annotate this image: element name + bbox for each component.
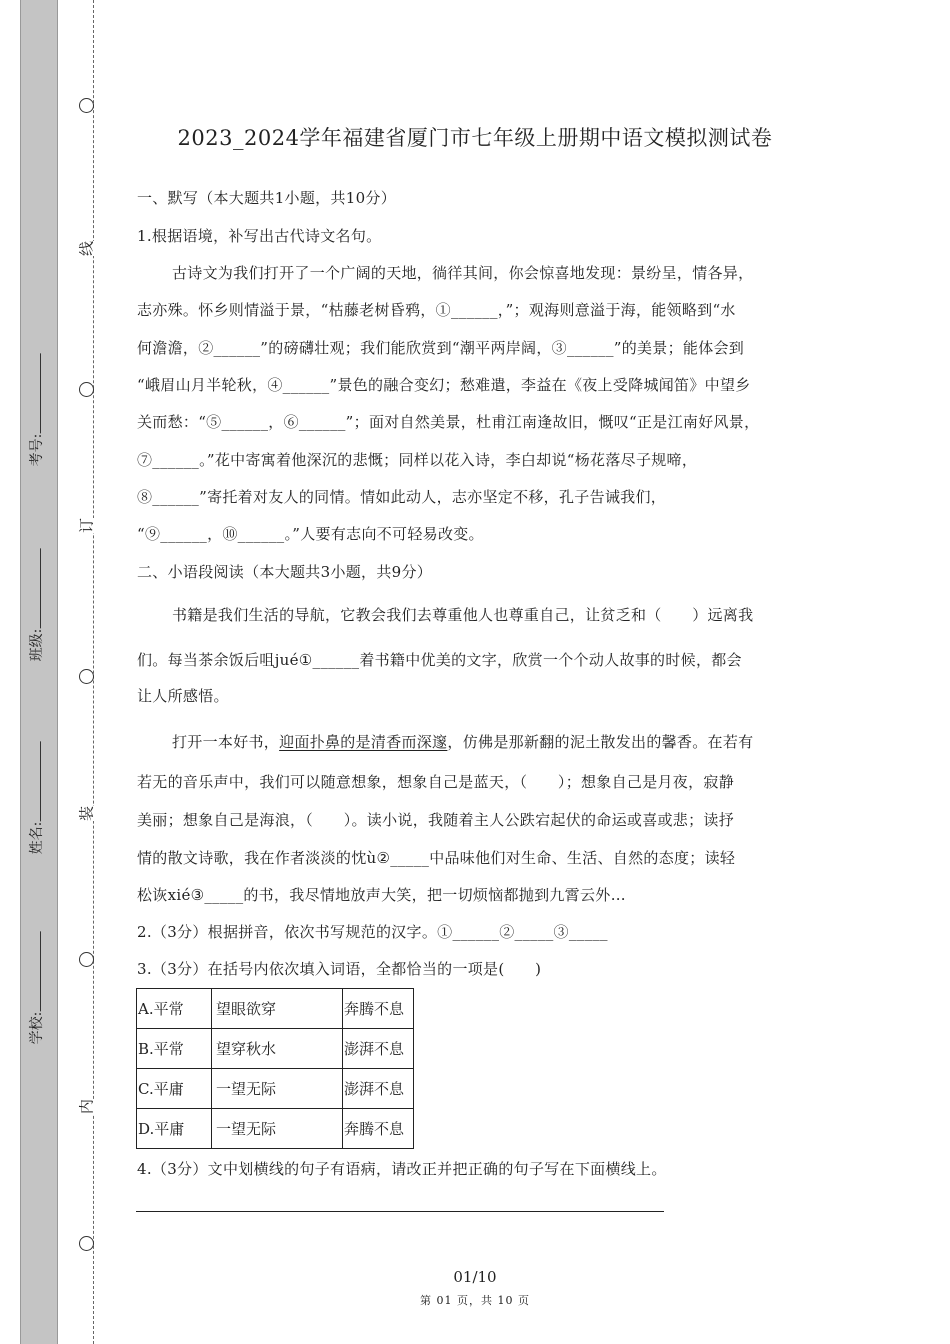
binding-char-xian: 线 <box>77 240 96 257</box>
cut-line <box>93 0 94 1344</box>
options-table <box>136 988 414 1149</box>
passage-line: 志亦殊。怀乡则情溢于景，“枯藤老树昏鸦，①______，”；观海则意溢于海，能领略到“水 <box>137 301 736 319</box>
class-label: 班级: <box>29 628 45 662</box>
option-cell: D.平庸 <box>137 1109 212 1149</box>
passage-line: 关而愁：“⑤______，⑥______”；面对自然美景，杜甫江南逢故旧，慨叹“正是江南好风景， <box>137 413 760 431</box>
binding-hole <box>79 952 94 967</box>
underlined-sentence: 迎面扑鼻的是清香而深邃 <box>279 733 448 751</box>
binding-char-ding: 订 <box>77 517 96 534</box>
passage-line <box>172 731 753 752</box>
option-cell: 望穿秋水 <box>212 1029 343 1069</box>
binding-hole <box>79 669 94 684</box>
binding-char-zhuang: 装 <box>77 805 96 822</box>
option-cell: 奔腾不息 <box>343 989 414 1029</box>
option-cell: 望眼欲穿 <box>212 989 343 1029</box>
exam-number-label: 考号: <box>29 433 45 467</box>
binding-hole <box>79 1236 94 1251</box>
section-heading: 二、小语段阅读（本大题共3小题，共9分） <box>137 563 433 581</box>
question-3: 3.（3分）在括号内依次填入词语，全都恰当的一项是( ) <box>137 960 542 978</box>
passage-line: 们。每当茶余饭后咀jué①______着书籍中优美的文字，欣赏一个个动人故事的时候，都会 <box>137 651 742 669</box>
option-cell: 澎湃不息 <box>343 1069 414 1109</box>
question-2: 2.（3分）根据拼音，依次书写规范的汉字。①______②_____③_____ <box>137 923 608 941</box>
option-cell: 澎湃不息 <box>343 1029 414 1069</box>
passage-line: 古诗文为我们打开了一个广阔的天地，徜徉其间，你会惊喜地发现：景纷呈，情各异， <box>172 264 754 282</box>
passage-line: ⑦______。”花中寄寓着他深沉的悲慨；同样以花入诗，李白却说“杨花落尽子规啼， <box>137 451 698 469</box>
passage-line: ⑧______”寄托着对友人的同情。情如此动人，志亦坚定不移，孔子告诫我们， <box>137 488 667 506</box>
option-cell: A.平常 <box>137 989 212 1029</box>
section-heading: 一、默写（本大题共1小题，共10分） <box>137 189 397 207</box>
question-prompt: 1.根据语境，补写出古代诗文名句。 <box>137 227 382 245</box>
binding-hole <box>79 98 94 113</box>
binding-hole <box>79 382 94 397</box>
text-span: 打开一本好书， <box>172 733 280 751</box>
school-label: 学校: <box>29 1011 45 1045</box>
binding-strip <box>20 0 58 1344</box>
option-cell: 一望无际 <box>212 1109 343 1149</box>
passage-line: 何澹澹，②______”的磅礴壮观；我们能欣赏到“潮平两岸阔，③______”的美景；能体会到 <box>137 339 745 357</box>
passage-line: 情的散文诗歌，我在作者淡淡的忱ù②_____中品味他们对生命、生活、自然的态度；读轻 <box>137 849 736 867</box>
passage-line: 美丽；想象自己是海浪，（ ）。读小说，我随着主人公跌宕起伏的命运或喜或悲；读抒 <box>137 811 735 829</box>
option-cell: B.平常 <box>137 1029 212 1069</box>
passage-line: 若无的音乐声中，我们可以随意想象，想象自己是蓝天，（ ）；想象自己是月夜，寂静 <box>137 773 735 791</box>
name-field[interactable] <box>26 742 46 855</box>
name-label: 姓名: <box>29 821 45 855</box>
passage-line: 松诙xié③_____的书，我尽情地放声大笑，把一切烦恼都抛到九霄云外… <box>137 886 626 904</box>
option-row-d[interactable] <box>137 1109 414 1149</box>
school-field[interactable] <box>26 932 46 1045</box>
option-cell: 一望无际 <box>212 1069 343 1109</box>
passage-line: “⑨______，⑩______。”人要有志向不可轻易改变。 <box>137 525 484 543</box>
option-cell: 奔腾不息 <box>343 1109 414 1149</box>
option-row-c[interactable] <box>137 1069 414 1109</box>
answer-line[interactable] <box>136 1211 664 1212</box>
exam-number-field[interactable] <box>26 354 46 467</box>
passage-line: 书籍是我们生活的导航，它教会我们去尊重他人也尊重自己，让贫乏和（ ）远离我 <box>172 606 754 624</box>
passage-line: 让人所感悟。 <box>137 687 229 705</box>
binding-char-nei: 内 <box>77 1098 96 1115</box>
option-row-a[interactable] <box>137 989 414 1029</box>
page-number: 01/10 <box>453 1268 497 1286</box>
class-field[interactable] <box>26 549 46 662</box>
text-span: ，仿佛是那新翻的泥土散发出的馨香。在若有 <box>447 733 754 751</box>
passage-line: “峨眉山月半轮秋，④______”景色的融合变幻；愁难遣，李益在《夜上受降城闻笛》中望乡 <box>137 376 751 394</box>
page-info: 第 01 页，共 10 页 <box>420 1294 530 1307</box>
option-row-b[interactable] <box>137 1029 414 1069</box>
question-4: 4.（3分）文中划横线的句子有语病，请改正并把正确的句子写在下面横线上。 <box>137 1160 667 1178</box>
option-cell: C.平庸 <box>137 1069 212 1109</box>
page-title: 2023_2024学年福建省厦门市七年级上册期中语文模拟测试卷 <box>177 126 773 150</box>
